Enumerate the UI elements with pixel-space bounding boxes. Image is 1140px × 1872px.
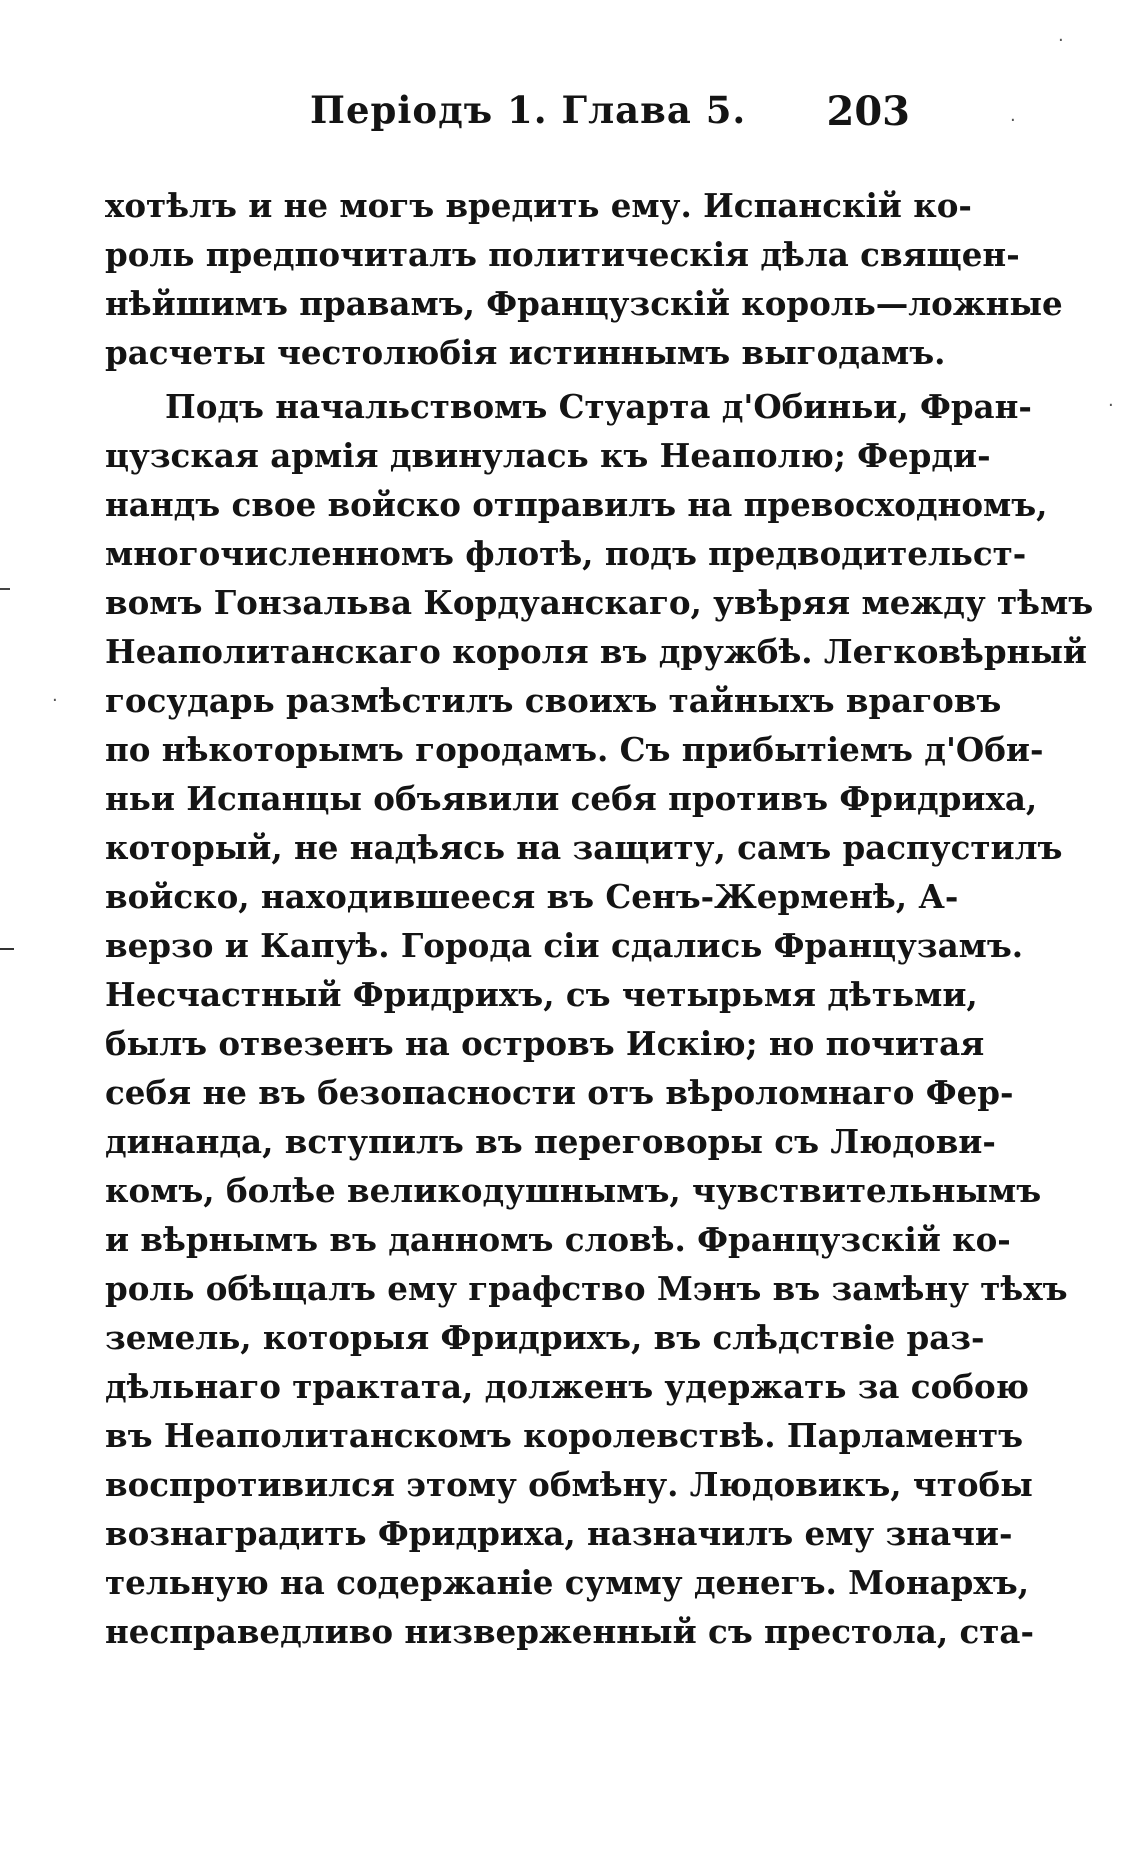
margin-speck: ·	[1010, 110, 1016, 131]
page-header	[310, 88, 910, 138]
text-line: вознаградить Фридриха, назначилъ ему значи-	[105, 1514, 1013, 1553]
running-head: Періодъ 1. Глава 5.	[310, 88, 747, 132]
text-line: вомъ Гонзальва Кордуанскаго, увѣряя между тѣмъ	[105, 583, 1094, 622]
text-line: земель, которыя Фридрихъ, въ слѣдствіе раз-	[105, 1318, 985, 1357]
text-line: ньи Испанцы объявили себя противъ Фридриха,	[105, 779, 1038, 818]
text-line: государь размѣстилъ своихъ тайныхъ враговъ	[105, 681, 1002, 720]
margin-rule	[0, 948, 14, 950]
text-line: себя не въ безопасности отъ вѣроломнаго Фер-	[105, 1073, 1014, 1112]
text-line: многочисленномъ флотѣ, подъ предводительст-	[105, 534, 1027, 573]
margin-speck: ·	[52, 690, 58, 711]
margin-rule	[0, 588, 10, 590]
text-line: верзо и Капуѣ. Города сіи сдались Французамъ.	[105, 926, 1024, 965]
text-line: несправедливо низверженный съ престола, ста-	[105, 1612, 1034, 1651]
text-line: нѣйшимъ правамъ, Французскій король—ложные	[105, 284, 1063, 323]
margin-speck: ·	[1058, 30, 1064, 51]
text-line: комъ, болѣе великодушнымъ, чувствительнымъ	[105, 1171, 1042, 1210]
text-line: цузская армія двинулась къ Неаполю; Ферди-	[105, 436, 991, 475]
text-line: въ Неаполитанскомъ королевствѣ. Парламентъ	[105, 1416, 1024, 1455]
text-line: по нѣкоторымъ городамъ. Съ прибытіемъ д'Оби-	[105, 730, 1044, 769]
text-line: былъ отвезенъ на островъ Искію; но почитая	[105, 1024, 985, 1063]
text-line: войско, находившееся въ Сенъ-Жерменѣ, А-	[105, 877, 959, 916]
text-line: и вѣрнымъ въ данномъ словѣ. Французскій ко-	[105, 1220, 1011, 1259]
text-line: роль обѣщалъ ему графство Мэнъ въ замѣну тѣхъ	[105, 1269, 1068, 1308]
body-text	[105, 181, 1094, 1656]
text-line: тельную на содержаніе сумму денегъ. Монархъ,	[105, 1563, 1030, 1602]
text-line: Подъ начальствомъ Стуарта д'Обиньи, Фран-	[165, 387, 1032, 426]
text-line: роль предпочиталъ политическія дѣла священ-	[105, 235, 1020, 274]
paragraph-2	[105, 382, 1094, 1656]
text-line: расчеты честолюбія истиннымъ выгодамъ.	[105, 333, 946, 372]
text-line: который, не надѣясь на защиту, самъ распустилъ	[105, 828, 1063, 867]
text-line: дѣльнаго трактата, долженъ удержать за собою	[105, 1367, 1029, 1406]
text-line: Несчастный Фридрихъ, съ четырьмя дѣтьми,	[105, 975, 978, 1014]
text-line: Неаполитанскаго короля въ дружбѣ. Легковѣрный	[105, 632, 1088, 671]
text-line: динанда, вступилъ въ переговоры съ Людови-	[105, 1122, 996, 1161]
text-line: нандъ свое войско отправилъ на превосходномъ,	[105, 485, 1048, 524]
text-line: воспротивился этому обмѣну. Людовикъ, чтобы	[105, 1465, 1033, 1504]
paragraph-1	[105, 181, 1063, 377]
text-line: хотѣлъ и не могъ вредить ему. Испанскій ко-	[105, 186, 972, 225]
page-number: 203	[826, 88, 910, 135]
margin-speck: ·	[1108, 395, 1114, 416]
